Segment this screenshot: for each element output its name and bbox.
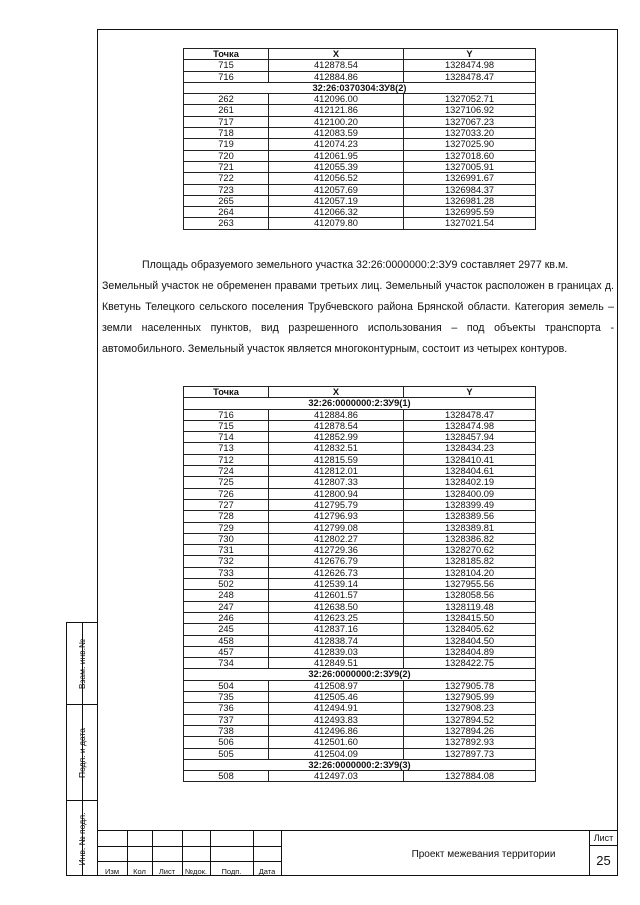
table-row — [184, 725, 536, 736]
document-title: Проект межевания территории — [411, 848, 556, 860]
stamp-col-change: Изм — [105, 867, 119, 876]
y-cell: 1327905.99 — [404, 692, 536, 703]
x-cell: 412878.54 — [269, 420, 404, 431]
header-point: Точка — [184, 49, 269, 60]
x-cell: 412623.25 — [269, 612, 404, 623]
table-row — [184, 477, 536, 488]
x-cell: 412497.03 — [269, 771, 404, 782]
point-cell: 717 — [184, 116, 269, 127]
table-row — [184, 545, 536, 556]
x-cell: 412884.86 — [269, 71, 404, 82]
table-row — [184, 454, 536, 465]
table-row — [184, 692, 536, 703]
y-cell: 1328270.62 — [404, 545, 536, 556]
point-cell: 727 — [184, 499, 269, 510]
table-row — [184, 94, 536, 105]
table-row — [184, 533, 536, 544]
x-cell: 412807.33 — [269, 477, 404, 488]
section-row — [184, 759, 536, 770]
y-cell: 1328474.98 — [404, 420, 536, 431]
x-cell: 412884.86 — [269, 409, 404, 420]
table-row — [184, 488, 536, 499]
y-cell: 1327884.08 — [404, 771, 536, 782]
stamp-col-sheet: Лист — [158, 867, 176, 876]
section-row — [184, 398, 536, 409]
y-cell: 1327021.54 — [404, 218, 536, 229]
table-row — [184, 432, 536, 443]
stamp-col-count: Кол — [133, 867, 146, 876]
y-cell: 1328422.75 — [404, 658, 536, 669]
y-cell: 1328119.48 — [404, 601, 536, 612]
x-cell: 412501.60 — [269, 737, 404, 748]
point-cell: 508 — [184, 771, 269, 782]
stamp-col-docnum: №док. — [185, 867, 207, 876]
y-cell: 1328104.20 — [404, 567, 536, 578]
point-cell: 264 — [184, 207, 269, 218]
table-header-row — [184, 49, 536, 60]
y-cell: 1328410.41 — [404, 454, 536, 465]
y-cell: 1328404.50 — [404, 635, 536, 646]
x-cell: 412626.73 — [269, 567, 404, 578]
x-cell: 412802.27 — [269, 533, 404, 544]
y-cell: 1328404.61 — [404, 466, 536, 477]
table-row — [184, 173, 536, 184]
point-cell: 720 — [184, 150, 269, 161]
table-row — [184, 590, 536, 601]
point-cell: 732 — [184, 556, 269, 567]
coordinates-table-2 — [183, 386, 536, 782]
point-cell: 715 — [184, 420, 269, 431]
x-cell: 412083.59 — [269, 128, 404, 139]
table-row — [184, 771, 536, 782]
x-cell: 412121.86 — [269, 105, 404, 116]
header-point: Точка — [184, 387, 269, 398]
table-row — [184, 60, 536, 71]
point-cell: 721 — [184, 161, 269, 172]
x-cell: 412832.51 — [269, 443, 404, 454]
point-cell: 738 — [184, 725, 269, 736]
point-cell: 723 — [184, 184, 269, 195]
table-row — [184, 714, 536, 725]
table-row — [184, 161, 536, 172]
y-cell: 1327052.71 — [404, 94, 536, 105]
y-cell: 1327894.26 — [404, 725, 536, 736]
point-cell: 725 — [184, 477, 269, 488]
point-cell: 715 — [184, 60, 269, 71]
x-cell: 412096.00 — [269, 94, 404, 105]
table-row — [184, 71, 536, 82]
description-paragraph — [102, 255, 614, 360]
point-cell: 504 — [184, 680, 269, 691]
y-cell: 1327033.20 — [404, 128, 536, 139]
section-row — [184, 669, 536, 680]
x-cell: 412800.94 — [269, 488, 404, 499]
point-cell: 263 — [184, 218, 269, 229]
x-cell: 412505.46 — [269, 692, 404, 703]
y-cell: 1327106.92 — [404, 105, 536, 116]
section-label: 32:26:0000000:2:ЗУ9(3) — [184, 759, 536, 770]
x-cell: 412061.95 — [269, 150, 404, 161]
title-block — [97, 830, 618, 876]
table-row — [184, 680, 536, 691]
point-cell: 248 — [184, 590, 269, 601]
table-row — [184, 658, 536, 669]
point-cell: 726 — [184, 488, 269, 499]
x-cell: 412508.97 — [269, 680, 404, 691]
y-cell: 1327018.60 — [404, 150, 536, 161]
x-cell: 412729.36 — [269, 545, 404, 556]
y-cell: 1328474.98 — [404, 60, 536, 71]
x-cell: 412057.19 — [269, 195, 404, 206]
x-cell: 412074.23 — [269, 139, 404, 150]
side-stamp-column — [66, 622, 97, 876]
table-row — [184, 128, 536, 139]
y-cell: 1327955.56 — [404, 579, 536, 590]
table-row — [184, 556, 536, 567]
y-cell: 1328405.62 — [404, 624, 536, 635]
x-cell: 412812.01 — [269, 466, 404, 477]
x-cell: 412100.20 — [269, 116, 404, 127]
point-cell: 729 — [184, 522, 269, 533]
sheet-label: Лист — [593, 833, 614, 843]
table-row — [184, 624, 536, 635]
table-row — [184, 150, 536, 161]
table-header-row — [184, 387, 536, 398]
area-sentence: Площадь образуемого земельного участка 32:26:0000000:2:ЗУ9 составляет 2977 кв.м. — [142, 259, 569, 271]
x-cell: 412849.51 — [269, 658, 404, 669]
y-cell: 1328058.56 — [404, 590, 536, 601]
point-cell: 736 — [184, 703, 269, 714]
x-cell: 412496.86 — [269, 725, 404, 736]
table-row — [184, 511, 536, 522]
point-cell: 506 — [184, 737, 269, 748]
y-cell: 1327025.90 — [404, 139, 536, 150]
x-cell: 412878.54 — [269, 60, 404, 71]
point-cell: 735 — [184, 692, 269, 703]
x-cell: 412796.93 — [269, 511, 404, 522]
section-label: 32:26:0000000:2:ЗУ9(1) — [184, 398, 536, 409]
table-row — [184, 195, 536, 206]
header-y: Y — [404, 49, 536, 60]
y-cell: 1328457.94 — [404, 432, 536, 443]
section-label: 32:26:0370304:ЗУ8(2) — [184, 82, 536, 93]
y-cell: 1326995.59 — [404, 207, 536, 218]
sheet-number: 25 — [596, 853, 611, 868]
point-cell: 502 — [184, 579, 269, 590]
point-cell: 245 — [184, 624, 269, 635]
y-cell: 1328415.50 — [404, 612, 536, 623]
y-cell: 1327005.91 — [404, 161, 536, 172]
y-cell: 1327892.93 — [404, 737, 536, 748]
x-cell: 412839.03 — [269, 646, 404, 657]
table-row — [184, 703, 536, 714]
y-cell: 1328478.47 — [404, 409, 536, 420]
x-cell: 412504.09 — [269, 748, 404, 759]
x-cell: 412079.80 — [269, 218, 404, 229]
x-cell: 412057.69 — [269, 184, 404, 195]
point-cell: 716 — [184, 71, 269, 82]
x-cell: 412795.79 — [269, 499, 404, 510]
table-row — [184, 646, 536, 657]
y-cell: 1328434.23 — [404, 443, 536, 454]
x-cell: 412066.32 — [269, 207, 404, 218]
table-row — [184, 522, 536, 533]
point-cell: 737 — [184, 714, 269, 725]
point-cell: 728 — [184, 511, 269, 522]
table-row — [184, 443, 536, 454]
table-row — [184, 567, 536, 578]
point-cell: 262 — [184, 94, 269, 105]
table-row — [184, 218, 536, 229]
x-cell: 412837.16 — [269, 624, 404, 635]
y-cell: 1328399.49 — [404, 499, 536, 510]
y-cell: 1326991.67 — [404, 173, 536, 184]
section-label: 32:26:0000000:2:ЗУ9(2) — [184, 669, 536, 680]
table-row — [184, 139, 536, 150]
y-cell: 1327067.23 — [404, 116, 536, 127]
stamp-col-signature: Подп. — [221, 867, 242, 876]
x-cell: 412852.99 — [269, 432, 404, 443]
y-cell: 1328404.89 — [404, 646, 536, 657]
point-cell: 458 — [184, 635, 269, 646]
side-label-signature-date: Подп. и дата — [77, 727, 87, 778]
point-cell: 261 — [184, 105, 269, 116]
table-row — [184, 748, 536, 759]
header-x: X — [269, 49, 404, 60]
y-cell: 1327897.73 — [404, 748, 536, 759]
section-row — [184, 82, 536, 93]
point-cell: 724 — [184, 466, 269, 477]
point-cell: 712 — [184, 454, 269, 465]
x-cell: 412676.79 — [269, 556, 404, 567]
table-row — [184, 466, 536, 477]
x-cell: 412493.83 — [269, 714, 404, 725]
coordinates-table-1 — [183, 48, 536, 230]
point-cell: 716 — [184, 409, 269, 420]
point-cell: 505 — [184, 748, 269, 759]
y-cell: 1328389.81 — [404, 522, 536, 533]
y-cell: 1327908.23 — [404, 703, 536, 714]
point-cell: 731 — [184, 545, 269, 556]
point-cell: 713 — [184, 443, 269, 454]
side-label-original-inv: Инв. № подл. — [77, 812, 87, 866]
point-cell: 714 — [184, 432, 269, 443]
table-row — [184, 105, 536, 116]
side-cell-replacement-inv — [67, 623, 97, 705]
x-cell: 412638.50 — [269, 601, 404, 612]
point-cell: 457 — [184, 646, 269, 657]
header-x: X — [269, 387, 404, 398]
point-cell: 730 — [184, 533, 269, 544]
table-row — [184, 601, 536, 612]
side-cell-original-inv — [67, 801, 97, 877]
point-cell: 246 — [184, 612, 269, 623]
point-cell: 265 — [184, 195, 269, 206]
point-cell: 718 — [184, 128, 269, 139]
table-row — [184, 579, 536, 590]
point-cell: 733 — [184, 567, 269, 578]
x-cell: 412539.14 — [269, 579, 404, 590]
point-cell: 247 — [184, 601, 269, 612]
table-row — [184, 184, 536, 195]
x-cell: 412055.39 — [269, 161, 404, 172]
table-row — [184, 499, 536, 510]
point-cell: 719 — [184, 139, 269, 150]
table-row — [184, 420, 536, 431]
table-row — [184, 207, 536, 218]
y-cell: 1327905.78 — [404, 680, 536, 691]
x-cell: 412838.74 — [269, 635, 404, 646]
y-cell: 1328478.47 — [404, 71, 536, 82]
x-cell: 412056.52 — [269, 173, 404, 184]
stamp-col-date: Дата — [258, 867, 276, 876]
x-cell: 412601.57 — [269, 590, 404, 601]
side-cell-signature-date — [67, 705, 97, 801]
y-cell: 1328389.56 — [404, 511, 536, 522]
y-cell: 1326981.28 — [404, 195, 536, 206]
table-row — [184, 737, 536, 748]
y-cell: 1327894.52 — [404, 714, 536, 725]
y-cell: 1328402.19 — [404, 477, 536, 488]
y-cell: 1328386.82 — [404, 533, 536, 544]
point-cell: 734 — [184, 658, 269, 669]
point-cell: 722 — [184, 173, 269, 184]
y-cell: 1326984.37 — [404, 184, 536, 195]
table-row — [184, 116, 536, 127]
x-cell: 412815.59 — [269, 454, 404, 465]
table-row — [184, 409, 536, 420]
x-cell: 412799.08 — [269, 522, 404, 533]
y-cell: 1328400.09 — [404, 488, 536, 499]
side-label-replacement-inv: Взам. инв.№ — [77, 638, 87, 689]
table-row — [184, 635, 536, 646]
y-cell: 1328185.82 — [404, 556, 536, 567]
table-row — [184, 612, 536, 623]
description-text: Земельный участок не обременен правами третьих лиц. Земельный участок расположен в границах д. Кветунь Телецкого сельского поселения Трубчевского района Брянской области. Категория земель – земли населенных пунктов, вид разрешенного использования – под объекты транспорта - автомобильного. Земельный участок является многоконтурным, состоит из четырех контуров. — [102, 280, 614, 355]
x-cell: 412494.91 — [269, 703, 404, 714]
header-y: Y — [404, 387, 536, 398]
